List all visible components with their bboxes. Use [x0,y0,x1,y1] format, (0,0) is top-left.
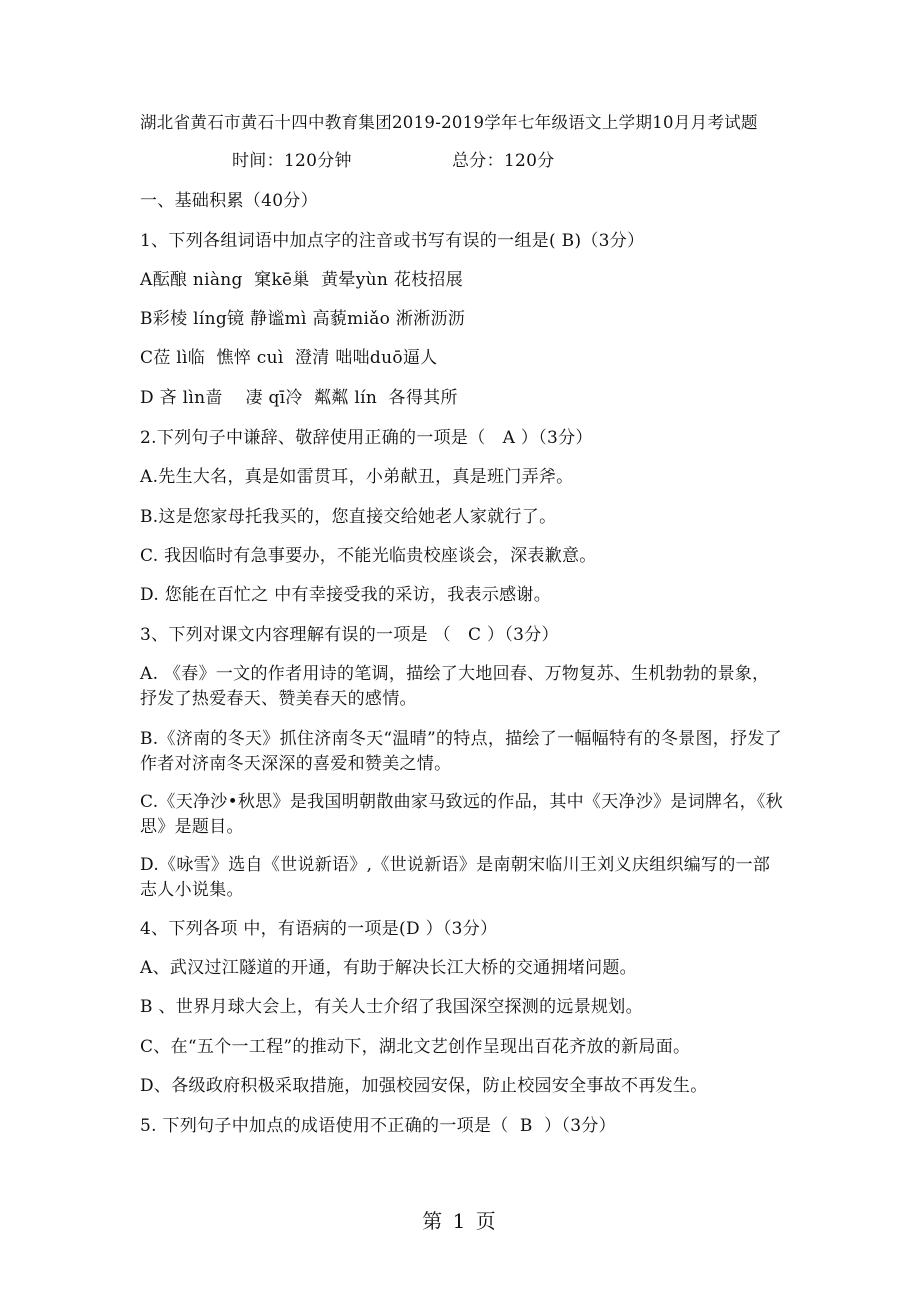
page-number: 第 1 页 [422,1209,498,1233]
question-4-option-b: B 、世界月球大会上，有关人士介绍了我国深空探测的远景规划。 [140,997,643,1017]
question-2-option-c: C. 我因临时有急事要办，不能光临贵校座谈会，深表歉意。 [140,546,597,566]
question-1-option-a: A酝酿 niàng 窠kē巢 黄晕yùn 花枝招展 [140,270,464,290]
question-5-stem: 5. 下列句子中加点的成语使用不正确的一项是（ B ）（3分） [140,1116,616,1136]
exam-total-score: 总分：120分 [452,151,555,171]
question-2-option-d: D. 您能在百忙之 中有幸接受我的采访，我表示感谢。 [140,585,552,605]
question-2-option-a: A.先生大名，真是如雷贯耳，小弟献丑，真是班门弄斧。 [140,467,574,487]
question-4-option-d: D、各级政府积极采取措施，加强校园安保，防止校园安全事故不再发生。 [140,1076,708,1096]
question-2-option-b: B.这是您家母托我买的，您直接交给她老人家就行了。 [140,507,557,527]
question-4-option-c: C、在“五个一工程”的推动下，湖北文艺创作呈现出百花齐放的新局面。 [140,1037,691,1057]
question-3-option-a: A. 《春》一文的作者用诗的笔调，描绘了大地回春、万物复苏、生机勃勃的景象，抒发了热爱春天、赞美春天的感情。 [140,664,770,709]
question-3-stem: 3、下列对课文内容理解有误的一项是 （ C ）（3分） [140,625,559,645]
question-3-option-d: D.《咏雪》选自《世说新语》,《世说新语》是南朝宋临川王刘义庆组织编写的一部志人小说集。 [140,855,771,900]
question-1-stem: 1、下列各组词语中加点字的注音或书写有误的一组是( B)（3分） [140,231,645,251]
question-3-option-c: C.《天净沙•秋思》是我国明朝散曲家马致远的作品，其中《天净沙》是词牌名，《秋思》是题目。 [140,792,784,837]
question-3-option-b: B.《济南的冬天》抓住济南冬天“温晴”的特点，描绘了一幅幅特有的冬景图，抒发了作者对济南冬天深深的喜爱和赞美之情。 [140,729,782,774]
section-heading: 一、基础积累（40分） [140,191,318,211]
question-4-option-a: A、武汉过江隧道的开通，有助于解决长江大桥的交通拥堵问题。 [140,958,637,978]
question-2-stem: 2.下列句子中谦辞、敬辞使用正确的一项是（ A ）（3分） [140,428,593,448]
question-1-option-b: B彩棱 líng镜 静谧mì 高藐miǎo 淅淅沥沥 [140,309,466,329]
question-1-option-d: D 吝 lìn啬 凄 qī冷 粼粼 lín 各得其所 [140,388,458,408]
document-title: 湖北省黄石市黄石十四中教育集团2019-2019学年七年级语文上学期10月月考试题 [140,113,758,132]
exam-time: 时间：120分钟 [232,151,352,171]
question-4-stem: 4、下列各项 中，有语病的一项是(D ）（3分） [140,919,498,939]
question-1-option-c: C莅 lì临 憔悴 cuì 澄清 咄咄duō逼人 [140,348,438,368]
